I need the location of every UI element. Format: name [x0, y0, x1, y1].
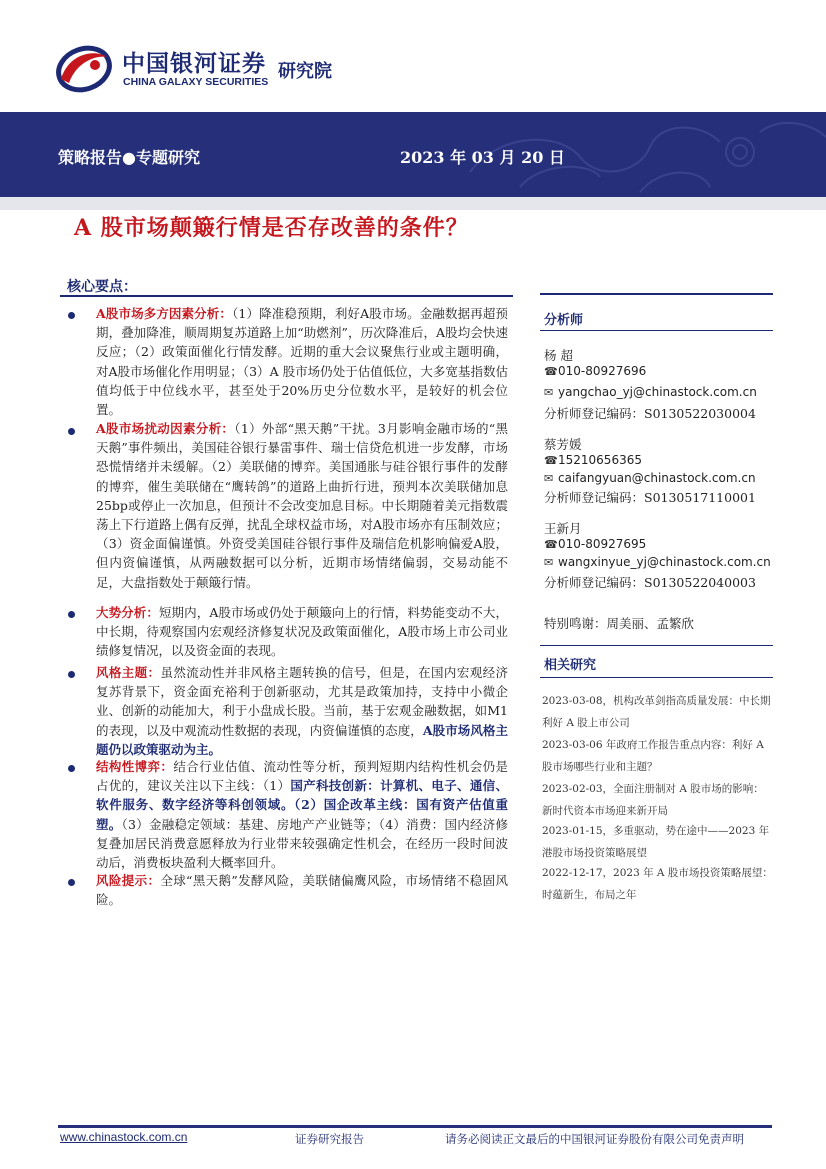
- related-item[interactable]: 2022-12-17，2023 年 A 股市场投资策略展望：时蕴新生，布局之年: [542, 867, 773, 901]
- analysts-heading: 分析师: [544, 313, 584, 328]
- bullet-icon: [68, 765, 75, 772]
- analyst-reg-code: 分析师登记编码：S0130522030004: [544, 406, 756, 421]
- analyst-reg-code: 分析师登记编码：S0130517110001: [544, 490, 756, 505]
- page-title: A 股市场颠簸行情是否存改善的条件？: [74, 215, 469, 241]
- bullet-icon: [68, 428, 75, 435]
- related-item[interactable]: 2023-03-08，机构改革剑指高质量发展：中长期利好 A 股上市公司: [542, 695, 771, 729]
- point-heading: 结构性博弈：: [96, 759, 174, 774]
- website-link[interactable]: www.chinastock.com.cn: [60, 1130, 188, 1144]
- mail-icon: ✉: [544, 556, 554, 569]
- point-disturbance: [96, 419, 508, 592]
- divider: [540, 293, 773, 295]
- point-heading: A股市场多方因素分析：: [96, 306, 233, 321]
- bullet-icon: [68, 611, 75, 618]
- analyst-email[interactable]: ✉ wangxinyue_yj@chinastock.com.cn: [544, 555, 771, 569]
- brand-name-en: CHINA GALAXY SECURITIES: [123, 76, 269, 88]
- report-type-label: 策略报告●专题研究: [58, 148, 200, 167]
- point-heading: 风格主题：: [96, 665, 161, 680]
- point-body: 全球“黑天鹅”发酵风险，美联储偏鹰风险，市场情绪不稳固风险。: [96, 873, 508, 908]
- galaxy-logo-icon: [55, 43, 113, 93]
- bullet-icon: [68, 879, 75, 886]
- point-emphasis: A股市场风格主题仍以政策驱动为主。: [96, 722, 508, 757]
- point-body: 结合行业估值、流动性等分析，预判短期内结构性机会仍是占优的，建议关注以下主线：（1）: [96, 759, 508, 794]
- acknowledgement: 特别鸣谢：周美丽、孟繁欣: [544, 616, 695, 631]
- related-research-heading: 相关研究: [544, 658, 597, 673]
- related-item[interactable]: 2023-01-15，多重驱动，势在途中——2023 年港股市场投资策略展望: [542, 825, 770, 859]
- divider: [540, 677, 773, 678]
- point-body: 虽然流动性并非风格主题转换的信号，但是，在国内宏观经济复苏背景下，资金面充裕利于创新驱动，尤其是政策加持，支持中小微企业、创新的动能加大，利于小盘成长股。当前，基于宏观金融数据，如M1的表现，以及中观流动性数据的表现，内资偏谨慎的态度，: [96, 665, 508, 738]
- mail-icon: ✉: [544, 472, 554, 485]
- footer-disclaimer: 请务必阅读正文最后的中国银河证券股份有限公司免责声明: [445, 1132, 744, 1146]
- divider: [60, 295, 513, 297]
- analyst-email[interactable]: ✉ yangchao_yj@chinastock.com.cn: [544, 385, 757, 399]
- phone-icon: ☎: [544, 365, 558, 378]
- analyst-phone: ☎010-80927695: [544, 537, 647, 551]
- bullet-icon: [68, 671, 75, 678]
- analyst-name: 王新月: [544, 521, 582, 536]
- point-trend: [96, 603, 508, 661]
- core-points-heading: 核心要点：: [67, 279, 137, 295]
- point-heading: 大势分析：: [96, 605, 159, 620]
- point-body: （1）外部“黑天鹅”干扰。3月影响金融市场的“黑天鹅”事件频出，美国硅谷银行暴雷事件、瑞士信贷危机进一步发酵，市场恐慌情绪并未缓解。（2）美联储的博弈。美国通胀与硅谷银行事件的发酵的博弈，催生美联储在“鹰转鸽”的道路上曲折行进，预判本次美联储加息25bp或停止一次加息，但预计不会改变加息目标。中长期随着美元指数震荡上下行道路上偶有反弹，扰乱全球权益市场，对A股市场亦有压制效应；（3）资金面偏谨慎。外资受美国硅谷银行事件及瑞信危机影响偏爱A股，但内资偏谨慎，从两融数据可以分析，近期市场情绪偏弱，交易动能不足，大盘指数处于颠簸行情。: [96, 421, 508, 590]
- analyst-reg-code: 分析师登记编码：S0130522040003: [544, 575, 756, 590]
- related-item[interactable]: 2023-02-03，全面注册制对 A 股市场的影响：新时代资本市场迎来新开局: [542, 783, 764, 817]
- point-structural: [96, 757, 508, 872]
- institute-label: 研究院: [278, 61, 332, 82]
- point-heading: 风险提示：: [96, 873, 161, 888]
- phone-icon: ☎: [544, 538, 558, 551]
- footer-divider: [58, 1125, 772, 1128]
- analyst-phone: ☎15210656365: [544, 453, 642, 467]
- point-body: 短期内，A股市场或仍处于颠簸向上的行情，料势能变动不大，中长期，待观察国内宏观经济修复状况及政策面催化，A股市场上市公司业绩修复情况，以及资金面的表现。: [96, 605, 508, 659]
- point-multi-factor: [96, 304, 508, 419]
- related-item[interactable]: 2023-03-06 年政府工作报告重点内容：利好 A 股市场哪些行业和主题？: [542, 739, 764, 773]
- point-risk: [96, 871, 508, 909]
- point-body-tail: （3）金融稳定领域：基建、房地产产业链等；（4）消费：国内经济修复叠加居民消费意愿释放为行业带来较强确定性机会，在经历一段时间波动后，消费板块盈利大概率回升。: [96, 816, 508, 871]
- banner-strip: [0, 197, 826, 210]
- analyst-name: 杨 超: [544, 348, 573, 363]
- divider: [540, 330, 773, 331]
- point-style-theme: [96, 663, 508, 759]
- analyst-email[interactable]: ✉ caifangyuan@chinastock.com.cn: [544, 471, 756, 485]
- point-emphasis: 国产科技创新：计算机、电子、通信、软件服务、数字经济等科创领域。（2）国企改革主线：国有资产估值重塑。: [96, 778, 508, 832]
- report-date: 2023 年 03 月 20 日: [400, 148, 565, 167]
- point-body: （1）降准稳预期，利好A股市场。金融数据再超预期，叠加降准，顺周期复苏道路上加“助燃剂”，历次降准后，A股均会快速反应；（2）政策面催化行情发酵。近期的重大会议聚焦行业或主题明确，对A股市场催化作用明显；（3）A 股市场仍处于估值低位，大多宽基指数估值均低于中位线水平，甚至处于20%历史分位数水平，是较好的机会位置。: [96, 306, 509, 418]
- bullet-icon: [68, 312, 75, 319]
- brand-name-cn: 中国银河证券: [122, 51, 266, 77]
- divider: [540, 645, 773, 646]
- analyst-phone: ☎010-80927696: [544, 364, 647, 378]
- analyst-name: 蔡芳媛: [544, 437, 582, 452]
- footer-report-label: 证券研究报告: [295, 1132, 364, 1146]
- mail-icon: ✉: [544, 386, 554, 399]
- phone-icon: ☎: [544, 454, 558, 467]
- point-heading: A股市场扰动因素分析：: [96, 421, 235, 436]
